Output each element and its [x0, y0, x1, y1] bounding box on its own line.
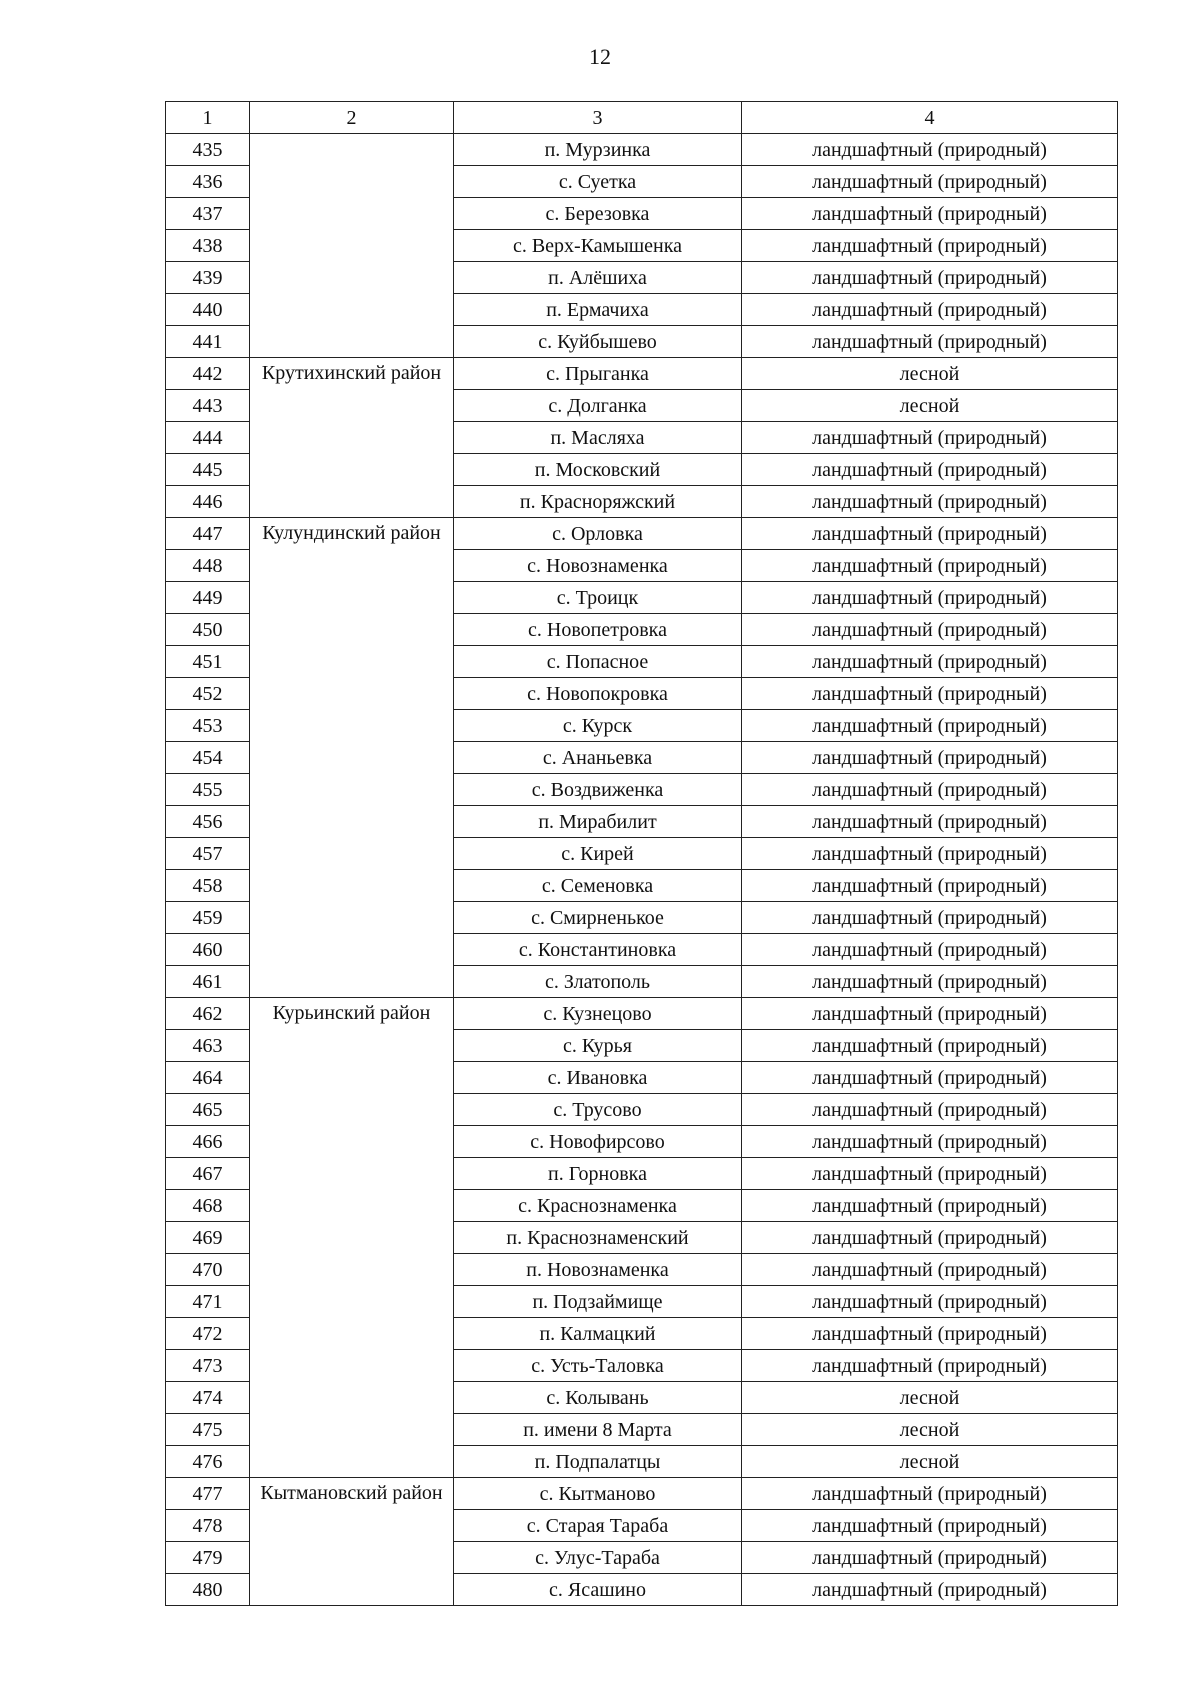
settlement-cell: с. Ивановка: [454, 1062, 742, 1094]
row-number: 478: [166, 1510, 250, 1542]
row-number: 459: [166, 902, 250, 934]
settlement-cell: п. Красноряжский: [454, 486, 742, 518]
table-row: [166, 1478, 1118, 1510]
settlement-cell: с. Константиновка: [454, 934, 742, 966]
row-number: 443: [166, 390, 250, 422]
row-number: 452: [166, 678, 250, 710]
type-cell: лесной: [742, 358, 1118, 390]
settlement-cell: с. Куйбышево: [454, 326, 742, 358]
type-cell: ландшафтный (природный): [742, 550, 1118, 582]
type-cell: ландшафтный (природный): [742, 262, 1118, 294]
table-row: [166, 518, 1118, 550]
type-cell: ландшафтный (природный): [742, 134, 1118, 166]
settlement-cell: п. Масляха: [454, 422, 742, 454]
settlement-cell: п. Мурзинка: [454, 134, 742, 166]
row-number: 462: [166, 998, 250, 1030]
type-cell: ландшафтный (природный): [742, 1190, 1118, 1222]
settlement-cell: с. Курск: [454, 710, 742, 742]
type-cell: ландшафтный (природный): [742, 1030, 1118, 1062]
settlements-table: [165, 101, 1118, 1606]
settlement-cell: с. Ананьевка: [454, 742, 742, 774]
row-number: 448: [166, 550, 250, 582]
settlement-cell: с. Кузнецово: [454, 998, 742, 1030]
settlement-cell: п. Ермачиха: [454, 294, 742, 326]
type-cell: лесной: [742, 1382, 1118, 1414]
type-cell: ландшафтный (природный): [742, 1222, 1118, 1254]
type-cell: ландшафтный (природный): [742, 614, 1118, 646]
row-number: 473: [166, 1350, 250, 1382]
row-number: 475: [166, 1414, 250, 1446]
type-cell: ландшафтный (природный): [742, 1094, 1118, 1126]
settlement-cell: с. Ясашино: [454, 1574, 742, 1606]
type-cell: ландшафтный (природный): [742, 934, 1118, 966]
table-row: [166, 134, 1118, 166]
row-number: 477: [166, 1478, 250, 1510]
district-cell: Курьинский район: [250, 998, 454, 1478]
settlement-cell: с. Прыганка: [454, 358, 742, 390]
row-number: 450: [166, 614, 250, 646]
row-number: 444: [166, 422, 250, 454]
type-cell: ландшафтный (природный): [742, 422, 1118, 454]
row-number: 465: [166, 1094, 250, 1126]
type-cell: ландшафтный (природный): [742, 1318, 1118, 1350]
settlement-cell: п. Горновка: [454, 1158, 742, 1190]
type-cell: ландшафтный (природный): [742, 326, 1118, 358]
type-cell: ландшафтный (природный): [742, 166, 1118, 198]
type-cell: ландшафтный (природный): [742, 1350, 1118, 1382]
type-cell: ландшафтный (природный): [742, 1510, 1118, 1542]
type-cell: ландшафтный (природный): [742, 1254, 1118, 1286]
settlement-cell: с. Улус-Тараба: [454, 1542, 742, 1574]
settlement-cell: п. Московский: [454, 454, 742, 486]
type-cell: ландшафтный (природный): [742, 1542, 1118, 1574]
settlement-cell: с. Суетка: [454, 166, 742, 198]
type-cell: ландшафтный (природный): [742, 966, 1118, 998]
settlement-cell: с. Новофирсово: [454, 1126, 742, 1158]
row-number: 441: [166, 326, 250, 358]
row-number: 466: [166, 1126, 250, 1158]
settlement-cell: с. Краснознаменка: [454, 1190, 742, 1222]
settlement-cell: с. Воздвиженка: [454, 774, 742, 806]
settlement-cell: с. Курья: [454, 1030, 742, 1062]
type-cell: лесной: [742, 390, 1118, 422]
type-cell: ландшафтный (природный): [742, 1574, 1118, 1606]
table-row: [166, 998, 1118, 1030]
settlement-cell: с. Попасное: [454, 646, 742, 678]
settlement-cell: с. Новознаменка: [454, 550, 742, 582]
row-number: 471: [166, 1286, 250, 1318]
type-cell: ландшафтный (природный): [742, 678, 1118, 710]
column-header: 4: [742, 102, 1118, 134]
row-number: 474: [166, 1382, 250, 1414]
type-cell: лесной: [742, 1446, 1118, 1478]
settlement-cell: п. Подпалатцы: [454, 1446, 742, 1478]
type-cell: ландшафтный (природный): [742, 198, 1118, 230]
row-number: 467: [166, 1158, 250, 1190]
row-number: 446: [166, 486, 250, 518]
settlement-cell: п. Краснознаменский: [454, 1222, 742, 1254]
table-header-row: [166, 102, 1118, 134]
type-cell: ландшафтный (природный): [742, 1158, 1118, 1190]
settlement-cell: с. Орловка: [454, 518, 742, 550]
type-cell: ландшафтный (природный): [742, 806, 1118, 838]
row-number: 456: [166, 806, 250, 838]
row-number: 451: [166, 646, 250, 678]
column-header: 3: [454, 102, 742, 134]
column-header: 1: [166, 102, 250, 134]
settlement-cell: с. Верх-Камышенка: [454, 230, 742, 262]
row-number: 480: [166, 1574, 250, 1606]
settlement-cell: с. Кытманово: [454, 1478, 742, 1510]
row-number: 461: [166, 966, 250, 998]
type-cell: ландшафтный (природный): [742, 454, 1118, 486]
row-number: 437: [166, 198, 250, 230]
type-cell: ландшафтный (природный): [742, 838, 1118, 870]
row-number: 439: [166, 262, 250, 294]
type-cell: ландшафтный (природный): [742, 710, 1118, 742]
type-cell: ландшафтный (природный): [742, 1478, 1118, 1510]
row-number: 464: [166, 1062, 250, 1094]
row-number: 449: [166, 582, 250, 614]
column-header: 2: [250, 102, 454, 134]
row-number: 460: [166, 934, 250, 966]
row-number: 445: [166, 454, 250, 486]
settlement-cell: с. Колывань: [454, 1382, 742, 1414]
row-number: 470: [166, 1254, 250, 1286]
settlement-cell: п. Алёшиха: [454, 262, 742, 294]
type-cell: ландшафтный (природный): [742, 518, 1118, 550]
type-cell: ландшафтный (природный): [742, 294, 1118, 326]
type-cell: ландшафтный (природный): [742, 582, 1118, 614]
settlement-cell: с. Смирненькое: [454, 902, 742, 934]
type-cell: ландшафтный (природный): [742, 998, 1118, 1030]
district-cell: Кулундинский район: [250, 518, 454, 998]
type-cell: ландшафтный (природный): [742, 870, 1118, 902]
settlement-cell: с. Новопокровка: [454, 678, 742, 710]
row-number: 469: [166, 1222, 250, 1254]
settlement-cell: п. Подзаймище: [454, 1286, 742, 1318]
settlement-cell: с. Трусово: [454, 1094, 742, 1126]
district-cell: Крутихинский район: [250, 358, 454, 518]
settlement-cell: п. Новознаменка: [454, 1254, 742, 1286]
row-number: 442: [166, 358, 250, 390]
row-number: 472: [166, 1318, 250, 1350]
district-cell: Кытмановский район: [250, 1478, 454, 1606]
type-cell: ландшафтный (природный): [742, 230, 1118, 262]
settlement-cell: с. Старая Тараба: [454, 1510, 742, 1542]
row-number: 468: [166, 1190, 250, 1222]
row-number: 438: [166, 230, 250, 262]
row-number: 463: [166, 1030, 250, 1062]
page-number: 12: [589, 44, 611, 69]
row-number: 457: [166, 838, 250, 870]
type-cell: ландшафтный (природный): [742, 1062, 1118, 1094]
row-number: 454: [166, 742, 250, 774]
table-row: [166, 358, 1118, 390]
settlement-cell: п. Мирабилит: [454, 806, 742, 838]
type-cell: ландшафтный (природный): [742, 486, 1118, 518]
settlement-cell: с. Семеновка: [454, 870, 742, 902]
settlement-cell: п. имени 8 Марта: [454, 1414, 742, 1446]
row-number: 447: [166, 518, 250, 550]
district-cell: [250, 134, 454, 358]
row-number: 440: [166, 294, 250, 326]
settlement-cell: п. Калмацкий: [454, 1318, 742, 1350]
type-cell: лесной: [742, 1414, 1118, 1446]
row-number: 453: [166, 710, 250, 742]
settlement-cell: с. Долганка: [454, 390, 742, 422]
settlement-cell: с. Кирей: [454, 838, 742, 870]
table-body: [166, 134, 1118, 1606]
settlement-cell: с. Троицк: [454, 582, 742, 614]
type-cell: ландшафтный (природный): [742, 1126, 1118, 1158]
settlement-cell: с. Златополь: [454, 966, 742, 998]
type-cell: ландшафтный (природный): [742, 742, 1118, 774]
type-cell: ландшафтный (природный): [742, 902, 1118, 934]
row-number: 436: [166, 166, 250, 198]
type-cell: ландшафтный (природный): [742, 774, 1118, 806]
row-number: 455: [166, 774, 250, 806]
row-number: 458: [166, 870, 250, 902]
settlement-cell: с. Новопетровка: [454, 614, 742, 646]
row-number: 435: [166, 134, 250, 166]
row-number: 476: [166, 1446, 250, 1478]
type-cell: ландшафтный (природный): [742, 1286, 1118, 1318]
type-cell: ландшафтный (природный): [742, 646, 1118, 678]
settlement-cell: с. Усть-Таловка: [454, 1350, 742, 1382]
settlement-cell: с. Березовка: [454, 198, 742, 230]
row-number: 479: [166, 1542, 250, 1574]
